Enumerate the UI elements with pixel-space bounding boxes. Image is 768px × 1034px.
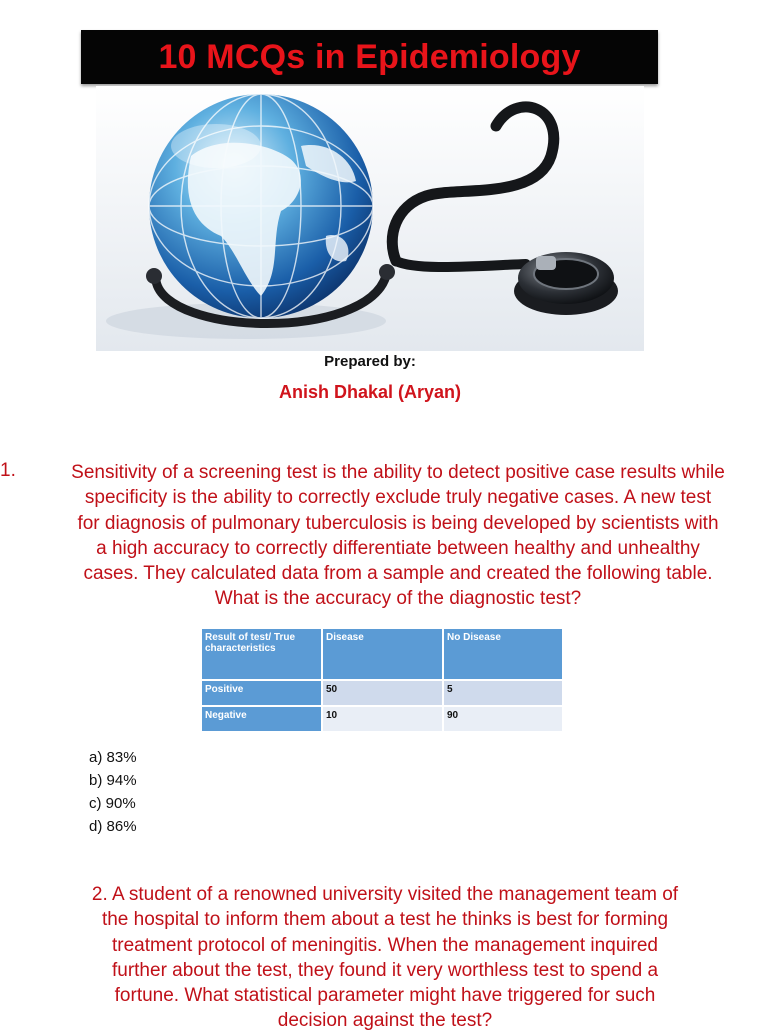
diagnostic-test-table — [200, 627, 564, 733]
question-line: further about the test, they found it very worthless test to spend a — [111, 959, 659, 981]
question-line: a high accuracy to correctly differentiate between healthy and unhealthy — [96, 537, 700, 559]
table-cell: 10 — [323, 707, 442, 731]
globe-stethoscope-icon — [96, 86, 644, 351]
table-header-cell: Disease — [323, 629, 442, 679]
table-header-cell: No Disease — [444, 629, 562, 679]
table-header-cell: Result of test/ True characteristics — [202, 629, 321, 679]
question-1-number: 1. — [0, 460, 16, 481]
answer-option: b) 94% — [89, 772, 137, 789]
table-row-header: Negative — [202, 707, 321, 731]
table-cell: 50 — [323, 681, 442, 705]
table-row — [202, 681, 562, 705]
answer-option: d) 86% — [89, 818, 137, 835]
prepared-by-label: Prepared by: — [324, 353, 416, 370]
table-row — [202, 707, 562, 731]
table-header-row — [202, 629, 562, 679]
answer-options — [89, 746, 137, 838]
document-title: 10 MCQs in Epidemiology — [158, 37, 581, 76]
question-line: cases. They calculated data from a sample and created the following table. — [83, 563, 713, 585]
question-line: fortune. What statistical parameter might have triggered for such — [114, 985, 656, 1007]
question-line: Sensitivity of a screening test is the ability to detect positive case results while — [71, 462, 725, 483]
table-cell: 5 — [444, 681, 562, 705]
author-name: Anish Dhakal (Aryan) — [278, 382, 462, 402]
question-line: 2. A student of a renowned university visited the management team of — [91, 884, 679, 905]
table-row-header: Positive — [202, 681, 321, 705]
question-line: What is the accuracy of the diagnostic test? — [214, 588, 582, 610]
question-2-text — [0, 882, 768, 1034]
title-banner — [81, 30, 658, 84]
answer-option: c) 90% — [89, 795, 136, 812]
question-line: decision against the test? — [277, 1010, 493, 1032]
question-line: specificity is the ability to correctly exclude truly negative cases. A new test — [84, 487, 712, 509]
question-line: treatment protocol of meningitis. When the management inquired — [111, 934, 659, 956]
question-line: for diagnosis of pulmonary tuberculosis is being developed by scientists with — [77, 512, 719, 534]
question-1-text — [40, 460, 756, 612]
answer-option: a) 83% — [89, 749, 137, 766]
table-cell: 90 — [444, 707, 562, 731]
question-line: the hospital to inform them about a test he thinks is best for forming — [101, 909, 669, 931]
globe-stethoscope-image — [96, 86, 644, 351]
